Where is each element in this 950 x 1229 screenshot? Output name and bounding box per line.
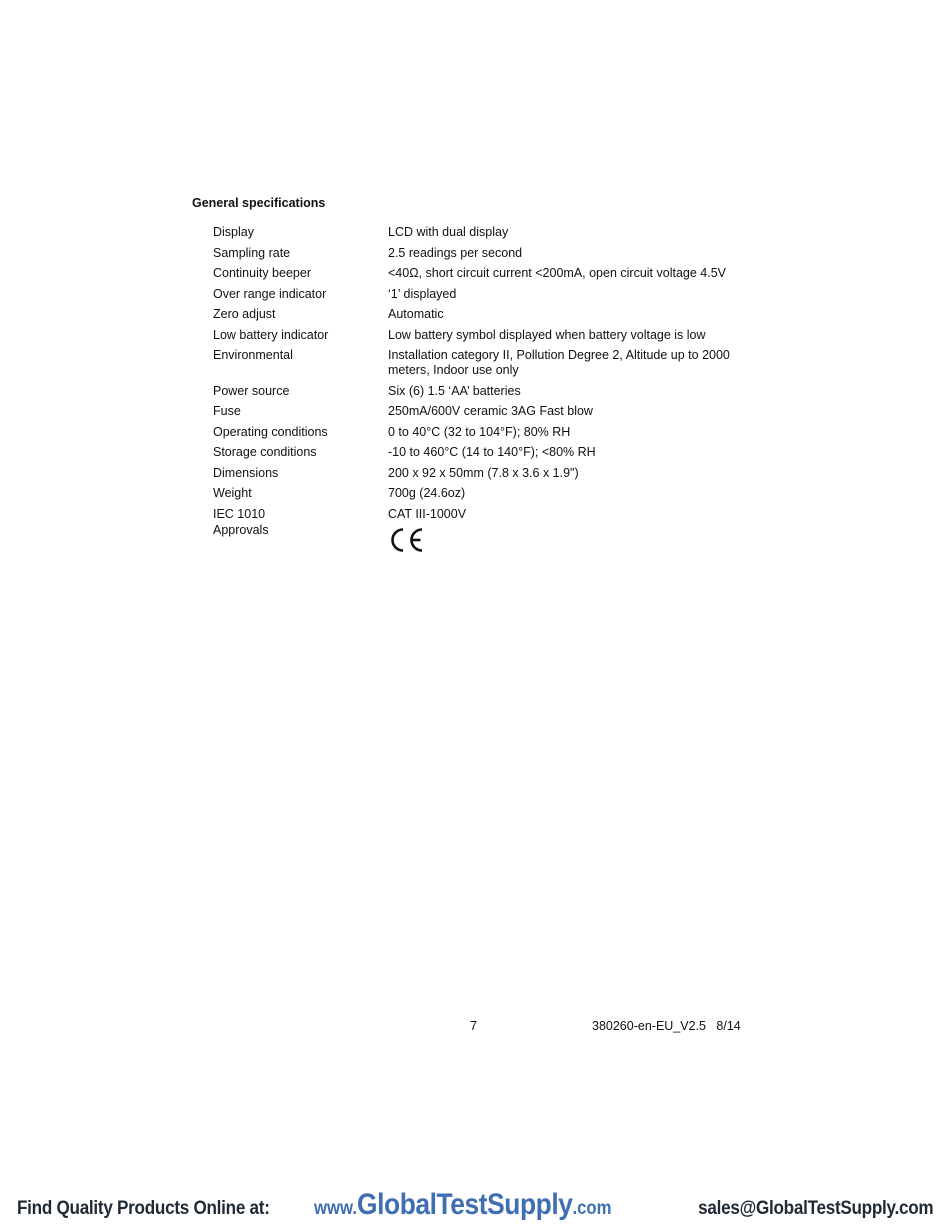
spec-row-zero-adjust — [213, 307, 773, 322]
spec-row-dimensions — [213, 466, 773, 481]
spec-value: 200 x 92 x 50mm (7.8 x 3.6 x 1.9") — [388, 465, 579, 480]
spec-label: Power source — [213, 383, 290, 398]
spec-row-over-range-indicator — [213, 287, 773, 302]
spec-row-operating-conditions — [213, 425, 773, 440]
spec-label: Fuse — [213, 404, 241, 418]
spec-label: Low battery indicator — [213, 327, 329, 342]
spec-label: Continuity beeper — [213, 266, 311, 280]
spec-label: Dimensions — [213, 465, 279, 480]
spec-label: Environmental — [213, 348, 293, 362]
spec-row-weight — [213, 486, 773, 501]
spec-value: Automatic — [388, 307, 444, 321]
spec-value — [388, 523, 773, 554]
spec-value: Six (6) 1.5 ‘AA’ batteries — [388, 383, 521, 398]
page-number: 7 — [470, 1019, 477, 1033]
spec-row-storage-conditions — [213, 445, 773, 460]
spec-value: 0 to 40°C (32 to 104°F); 80% RH — [388, 424, 571, 439]
spec-value: ‘1’ displayed — [388, 286, 457, 301]
footer-website-link[interactable] — [314, 1188, 612, 1222]
spec-label: Zero adjust — [213, 307, 276, 321]
spec-value: 2.5 readings per second — [388, 245, 523, 260]
footer-email-link[interactable]: sales@GlobalTestSupply.com — [697, 1198, 933, 1219]
spec-label: Over range indicator — [213, 286, 327, 301]
spec-row-approvals — [213, 523, 773, 554]
spec-label: Weight — [213, 486, 252, 500]
spec-label: IEC 1010 — [213, 506, 266, 521]
ce-mark-icon — [388, 526, 424, 554]
spec-value: <40Ω, short circuit current <200mA, open circuit voltage 4.5V — [388, 266, 726, 280]
spec-row-iec-1010 — [213, 507, 773, 522]
spec-row-display — [213, 225, 773, 240]
spec-label: Display — [213, 225, 254, 239]
spec-row-continuity-beeper — [213, 266, 773, 281]
spec-value: 700g (24.6oz) — [388, 486, 466, 500]
spec-label: Operating conditions — [213, 424, 328, 439]
spec-value: 250mA/600V ceramic 3AG Fast blow — [388, 404, 593, 418]
url-suffix: .com — [572, 1198, 612, 1219]
footer-tagline: Find Quality Products Online at: — [17, 1198, 270, 1219]
footer-banner — [0, 1188, 950, 1228]
spec-value: CAT III-1000V — [388, 506, 467, 521]
spec-row-fuse — [213, 404, 773, 419]
spec-row-low-battery-indicator — [213, 328, 773, 343]
spec-row-sampling-rate — [213, 246, 773, 261]
spec-label: Approvals — [213, 523, 269, 537]
spec-table — [213, 225, 773, 560]
document-id: 380260-en-EU_V2.5 8/14 — [592, 1019, 741, 1033]
spec-value: Installation category II, Pollution Degree 2, Altitude up to 2000 meters, Indoor use only — [388, 348, 730, 377]
spec-value: Low battery symbol displayed when battery voltage is low — [388, 327, 706, 342]
spec-label: Sampling rate — [213, 245, 291, 260]
url-brand: GlobalTestSupply — [357, 1188, 573, 1221]
spec-label: Storage conditions — [213, 445, 317, 459]
spec-row-environmental — [213, 348, 773, 378]
spec-row-power-source — [213, 384, 773, 399]
section-title: General specifications — [192, 196, 326, 210]
url-prefix: www. — [314, 1198, 358, 1219]
spec-value: -10 to 460°C (14 to 140°F); <80% RH — [388, 445, 596, 459]
spec-value: LCD with dual display — [388, 225, 509, 239]
